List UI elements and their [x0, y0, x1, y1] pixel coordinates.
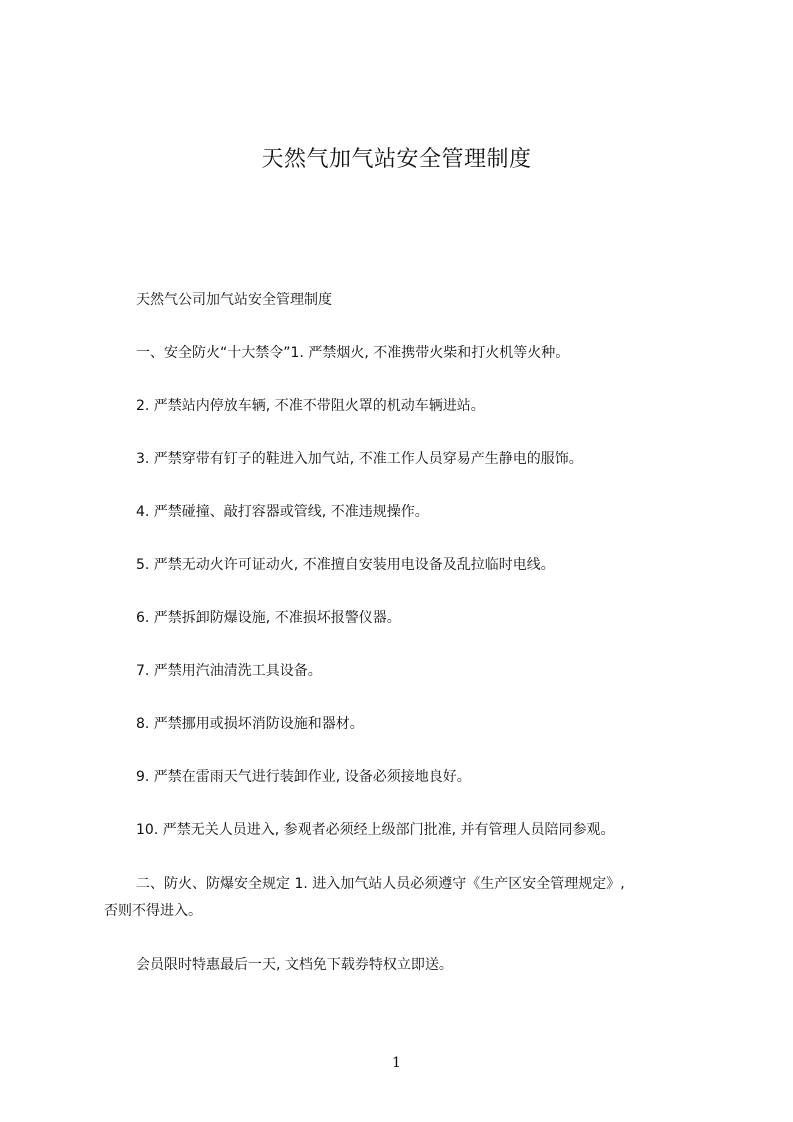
section2-line2: 否则不得进入。: [104, 903, 202, 919]
paragraph-8: 8. 严禁挪用或损坏消防设施和器材。: [136, 716, 364, 732]
paragraph-4: 4. 严禁碰撞、敲打容器或管线, 不准违规操作。: [136, 504, 429, 520]
document-subtitle: 天然气公司加气站安全管理制度: [136, 292, 332, 308]
paragraph-3: 3. 严禁穿带有钉子的鞋进入加气站, 不准工作人员穿易产生静电的服饰。: [136, 451, 583, 467]
paragraph-9: 9. 严禁在雷雨天气进行装卸作业, 设备必须接地良好。: [136, 769, 471, 785]
paragraph-10: 10. 严禁无关人员进入, 参观者必须经上级部门批准, 并有管理人员陪同参观。: [136, 822, 615, 838]
paragraph-5: 5. 严禁无动火许可证动火, 不准擅自安装用电设备及乱拉临时电线。: [136, 557, 555, 573]
paragraph-6: 6. 严禁拆卸防爆设施, 不准损坏报警仪器。: [136, 610, 401, 626]
paragraph-2: 2. 严禁站内停放车辆, 不准不带阻火罩的机动车辆进站。: [136, 398, 485, 414]
promo-text: 会员限时特惠最后一天, 文档免下载券特权立即送。: [136, 957, 453, 973]
section2-line1: 二、防火、防爆安全规定 1. 进入加气站人员必须遵守《生产区安全管理规定》,: [136, 876, 625, 892]
document-title: 天然气加气站安全管理制度: [261, 147, 532, 172]
page-number: 1: [392, 1055, 401, 1071]
paragraph-1: 一、安全防火“十大禁令”1. 严禁烟火, 不准携带火柴和打火机等火种。: [136, 345, 570, 361]
paragraph-7: 7. 严禁用汽油清洗工具设备。: [136, 663, 322, 679]
